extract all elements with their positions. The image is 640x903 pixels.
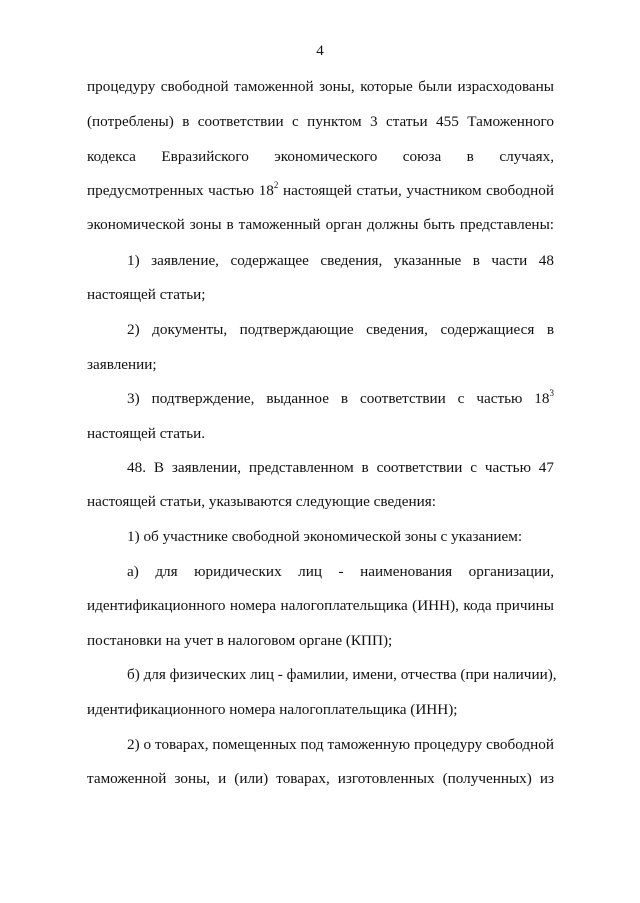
text-line: процедуру свободной таможенной зоны, которые были израсходованы (87, 78, 554, 95)
text-line: кодекса Евразийского экономического союза в случаях, (87, 148, 554, 165)
list-item-line: 1) об участнике свободной экономической зоны с указанием: (127, 528, 523, 545)
text-line: (потреблены) в соответствии с пунктом 3 статьи 455 Таможенного (87, 113, 554, 130)
text-line: настоящей статьи, указываются следующие сведения: (87, 493, 436, 510)
text-line: настоящей статьи. (87, 425, 206, 442)
list-item-line: б) для физических лиц - фамилии, имени, отчества (при наличии), (127, 666, 557, 683)
list-item-line: 2) документы, подтверждающие сведения, содержащиеся в (127, 321, 554, 338)
text-line: постановки на учет в налоговом органе (КПП); (87, 632, 393, 649)
superscript: 2 (273, 179, 279, 190)
list-item-line-with-superscript (127, 389, 554, 409)
list-item-line: 1) заявление, содержащее сведения, указанные в части 48 (127, 252, 554, 269)
text-line: экономической зоны в таможенный орган должны быть представлены: (87, 216, 554, 233)
text-line: идентификационного номера налогоплательщика (ИНН); (87, 701, 458, 718)
text-segment: настоящей статьи, участником свободной (278, 182, 554, 199)
text-line: настоящей статьи; (87, 286, 206, 303)
text-line: идентификационного номера налогоплательщика (ИНН), кода причины (87, 597, 554, 614)
text-line: заявлении; (87, 356, 157, 373)
text-segment: 3) подтверждение, выданное в соответствии с частью 18 (127, 390, 550, 407)
text-line-with-superscript (87, 181, 554, 201)
text-segment: предусмотренных частью 18 (87, 182, 274, 199)
list-item-line: 2) о товарах, помещенных под таможенную процедуру свободной (127, 736, 554, 753)
text-line: таможенной зоны, и (или) товарах, изготовленных (полученных) из (87, 770, 554, 787)
page-number: 4 (316, 43, 324, 59)
section-line: 48. В заявлении, представленном в соответствии с частью 47 (127, 459, 554, 476)
superscript: 3 (549, 387, 554, 398)
list-item-line: а) для юридических лиц - наименования организации, (127, 563, 554, 580)
